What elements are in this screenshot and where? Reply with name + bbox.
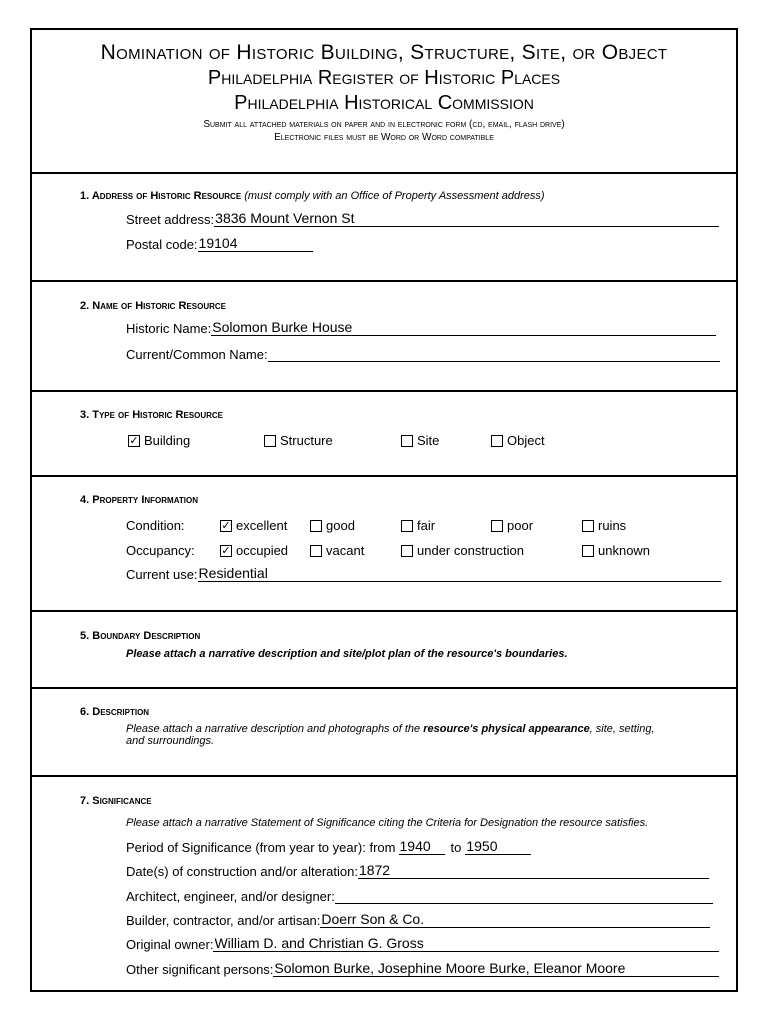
checkbox-box[interactable]	[491, 435, 503, 447]
section-divider	[32, 280, 736, 282]
period-row	[126, 838, 531, 855]
section-3-title: 3. Type of Historic Resource	[80, 409, 224, 421]
significance-instructions: Please attach a narrative Statement of Significance citing the Criteria for Designation the resource satisfies.	[126, 817, 649, 829]
section-divider	[32, 475, 736, 477]
condition-fair-label: fair	[417, 518, 436, 533]
builder-field[interactable]: Doerr Son & Co.	[320, 911, 710, 928]
construction-dates-field[interactable]: 1872	[358, 862, 709, 879]
architect-row	[126, 887, 713, 904]
type-site-label: Site	[417, 433, 440, 448]
significant-persons-field[interactable]: Solomon Burke, Josephine Moore Burke, Eleanor Moore	[273, 960, 719, 977]
checkbox-box[interactable]	[310, 520, 322, 532]
condition-ruins-label: ruins	[598, 518, 627, 533]
occupancy-vacant-label: vacant	[326, 543, 365, 558]
form-frame	[30, 28, 738, 992]
occupancy-label: Occupancy:	[126, 543, 195, 558]
checkbox-box[interactable]: ✓	[221, 519, 231, 532]
checkbox-box[interactable]	[582, 545, 594, 557]
condition-ruins-checkbox[interactable]	[582, 518, 626, 533]
section-4-title: 4. Property Information	[80, 494, 198, 506]
section-2-title: 2. Name of Historic Resource	[80, 300, 226, 312]
builder-label: Builder, contractor, and/or artisan:	[126, 913, 321, 928]
checkbox-box[interactable]: ✓	[221, 544, 231, 557]
street-address-field[interactable]: 3836 Mount Vernon St	[214, 210, 719, 227]
condition-poor-label: poor	[507, 518, 534, 533]
checkbox-box[interactable]	[310, 545, 322, 557]
condition-good-checkbox[interactable]	[310, 518, 355, 533]
occupancy-occupied-checkbox[interactable]	[220, 543, 288, 558]
condition-poor-checkbox[interactable]	[491, 518, 533, 533]
type-object-checkbox[interactable]	[491, 433, 545, 448]
occupancy-under-construction-label: under construction	[417, 543, 524, 558]
type-site-checkbox[interactable]	[401, 433, 439, 448]
condition-excellent-checkbox[interactable]	[220, 518, 287, 533]
form-header	[32, 40, 736, 144]
file-format-note: Electronic files must be Word or Word compatible	[274, 132, 494, 143]
current-use-row	[126, 565, 721, 582]
type-building-checkbox[interactable]	[128, 433, 190, 448]
street-address-row	[126, 210, 719, 227]
occupancy-unknown-label: unknown	[598, 543, 651, 558]
checkbox-box[interactable]	[491, 520, 503, 532]
commission-name: Philadelphia Historical Commission	[234, 92, 534, 114]
section-5-title: 5. Boundary Description	[80, 630, 201, 642]
form-title: Nomination of Historic Building, Structure, Site, or Object	[100, 41, 668, 64]
checkbox-box[interactable]: ✓	[129, 434, 139, 447]
builder-row	[126, 911, 710, 928]
condition-fair-checkbox[interactable]	[401, 518, 435, 533]
description-instructions: Please attach a narrative description and photographs of the resource's physical appearance, site, setting, and surroundings.	[126, 723, 655, 747]
occupancy-unknown-checkbox[interactable]	[582, 543, 650, 558]
checkbox-box[interactable]	[582, 520, 594, 532]
type-building-label: Building	[144, 433, 191, 448]
checkbox-box[interactable]	[264, 435, 276, 447]
significant-persons-row	[126, 960, 719, 977]
section-divider	[32, 610, 736, 612]
original-owner-field[interactable]: William D. and Christian G. Gross	[213, 935, 719, 952]
condition-excellent-label: excellent	[236, 518, 288, 533]
postal-code-field[interactable]: 19104	[198, 235, 313, 252]
historic-name-row	[126, 319, 716, 336]
architect-label: Architect, engineer, and/or designer:	[126, 889, 335, 904]
common-name-field[interactable]	[268, 345, 720, 362]
type-structure-label: Structure	[280, 433, 333, 448]
type-structure-checkbox[interactable]	[264, 433, 333, 448]
current-use-label: Current use:	[126, 567, 198, 582]
construction-dates-row	[126, 862, 709, 879]
checkbox-box[interactable]	[401, 520, 413, 532]
condition-good-label: good	[326, 518, 355, 533]
historic-name-field[interactable]: Solomon Burke House	[211, 319, 716, 336]
street-address-label: Street address:	[126, 212, 215, 227]
period-to-label: to	[450, 840, 462, 855]
submit-instructions: Submit all attached materials on paper and in electronic form (cd, email, flash drive)	[203, 119, 565, 130]
checkbox-box[interactable]	[401, 435, 413, 447]
condition-label: Condition:	[126, 518, 185, 533]
significant-persons-label: Other significant persons:	[126, 962, 274, 977]
occupancy-under-construction-checkbox[interactable]	[401, 543, 524, 558]
section-divider	[32, 172, 736, 174]
common-name-label: Current/Common Name:	[126, 347, 268, 362]
boundary-instructions: Please attach a narrative description and site/plot plan of the resource's boundaries.	[126, 648, 568, 660]
original-owner-row	[126, 935, 719, 952]
original-owner-label: Original owner:	[126, 937, 214, 952]
section-1-title: 1. Address of Historic Resource (must comply with an Office of Property Assessment address)	[80, 190, 545, 202]
period-to-field[interactable]: 1950	[465, 838, 531, 855]
type-object-label: Object	[507, 433, 545, 448]
common-name-row	[126, 345, 720, 362]
current-use-field[interactable]: Residential	[198, 565, 721, 582]
occupancy-vacant-checkbox[interactable]	[310, 543, 364, 558]
checkbox-box[interactable]	[401, 545, 413, 557]
period-from-field[interactable]: 1940	[399, 838, 445, 855]
section-7-title: 7. Significance	[80, 795, 152, 807]
section-divider	[32, 390, 736, 392]
section-6-title: 6. Description	[80, 706, 150, 718]
postal-code-label: Postal code:	[126, 237, 198, 252]
occupancy-occupied-label: occupied	[236, 543, 289, 558]
construction-dates-label: Date(s) of construction and/or alteration:	[126, 864, 358, 879]
historic-name-label: Historic Name:	[126, 321, 212, 336]
register-name: Philadelphia Register of Historic Places	[207, 67, 561, 89]
section-divider	[32, 775, 736, 777]
section-divider	[32, 687, 736, 689]
period-label: Period of Significance (from year to year): from	[126, 840, 396, 855]
section-1-note: (must comply with an Office of Property Assessment address)	[244, 190, 545, 202]
architect-field[interactable]	[335, 887, 713, 904]
postal-code-row	[126, 235, 313, 252]
